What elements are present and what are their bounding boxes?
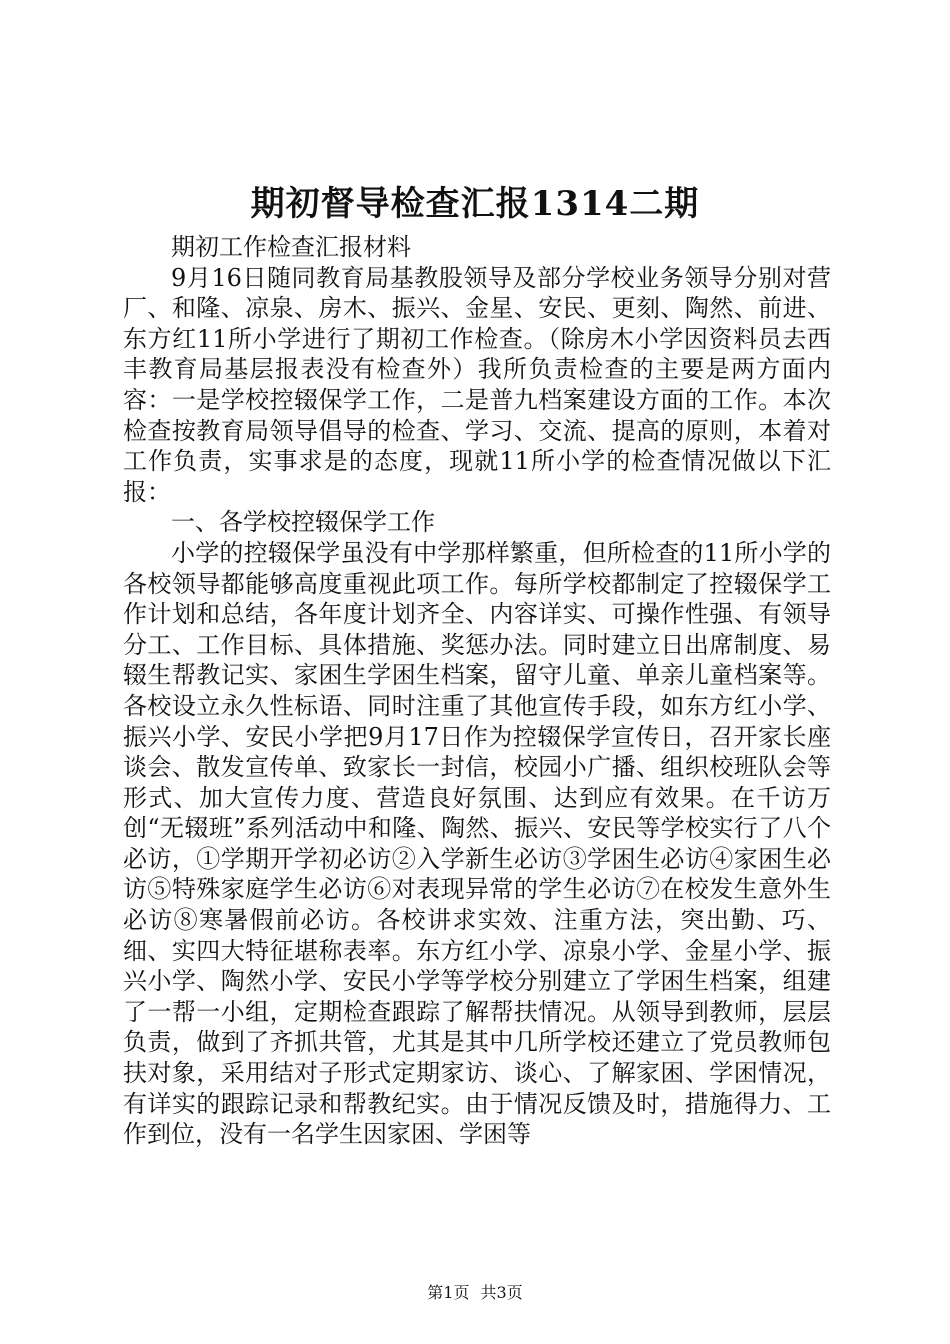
document-title: 期初督导检查汇报1314二期 (250, 184, 700, 224)
paragraph-subtitle: 期初工作检查汇报材料 (171, 233, 411, 261)
paragraph-body: 小学的控辍保学虽没有中学那样繁重，但所检查的11所小学的各校领导都能够高度重视此项工作。每所学校都制定了控辍保学工作计划和总结，各年度计划齐全、内容详实、可操作性强、有领导分工、工作目标、具体措施、奖惩办法。同时建立日出席制度、易辍生帮教记实、家困生学困生档案，留守儿童、单亲儿童档案等。各校设立永久性标语、同时注重了其他宣传手段，如东方红小学、振兴小学、安民小学把9月17日作为控辍保学宣传日，召开家长座谈会、散发宣传单、致家长一封信，校园小广播、组织校班队会等形式、加大宣传力度、营造良好氛围、达到应有效果。在千访万创“无辍班”系列活动中和隆、陶然、振兴、安民等学校实行了八个必访，①学期开学初必访②入学新生必访③学困生必访④家困生必访⑤特殊家庭学生必访⑥对表现异常的学生必访⑦在校发生意外生必访⑧寒暑假前必访。各校讲求实效、注重方法，突出勤、巧、细、实四大特征堪称表率。东方红小学、凉泉小学、金星小学、振兴小学、陶然小学、安民小学等学校分别建立了学困生档案，组建了一帮一小组，定期检查跟踪了解帮扶情况。从领导到教师，层层负责，做到了齐抓共管，尤其是其中几所学校还建立了党员教师包扶对象，采用结对子形式定期家访、谈心、了解家困、学困情况，有详实的跟踪记录和帮教纪实。由于情况反馈及时，措施得力、工作到位，没有一名学生因家困、学困等 (123, 538, 831, 1149)
paragraph-intro: 9月16日随同教育局基教股领导及部分学校业务领导分别对营厂、和隆、凉泉、房木、振兴、金星、安民、更刻、陶然、前进、东方红11所小学进行了期初工作检查。（除房木小学因资料员去西丰教育局基层报表没有检查外）我所负责检查的主要是两方面内容：一是学校控辍保学工作，二是普九档案建设方面的工作。本次检查按教育局领导倡导的检查、学习、交流、提高的原则，本着对工作负责，实事求是的态度，现就11所小学的检查情况做以下汇报： (123, 263, 831, 506)
document-body (123, 232, 831, 1150)
section-heading: 一、各学校控辍保学工作 (171, 508, 435, 537)
page-footer (0, 1283, 950, 1303)
page-total: 共3页 (480, 1283, 523, 1302)
page-number: 第1页 (427, 1283, 470, 1302)
